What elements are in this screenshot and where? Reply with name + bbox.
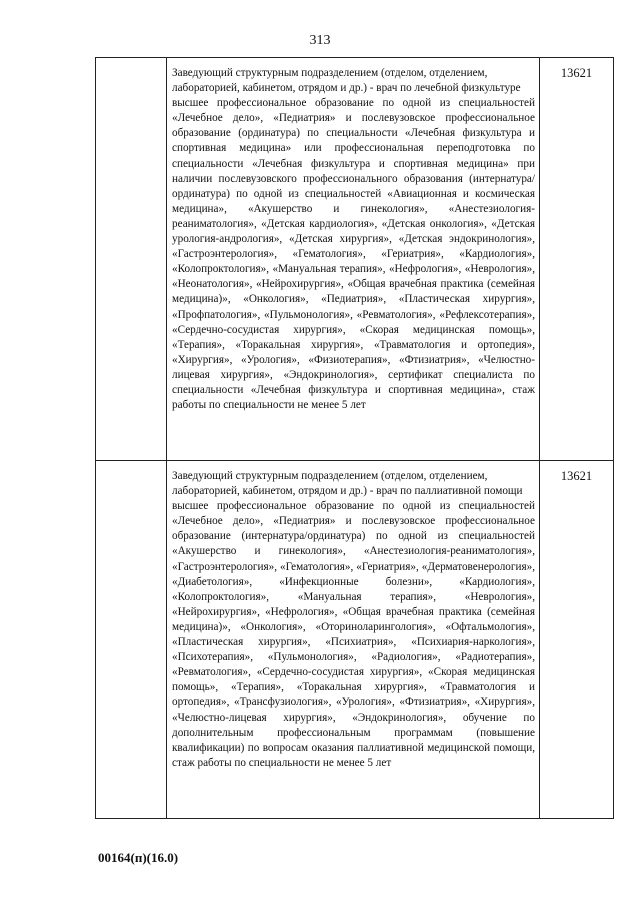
page-number: 313 bbox=[309, 33, 331, 48]
empty-cell bbox=[96, 58, 167, 461]
position-code: 13621 bbox=[560, 469, 593, 483]
position-requirements: высшее профессиональное образование по одной из специальностей «Лечебное дело», «Педиатрия» и послевузовское профессиональное образование (интернатура/ординатура) по одной из специальностей «Акушерство и гинекология», «Анестезиология-реаниматология», «Гастроэнтерология», «Гематология», «Гериатрия», «Дерматовенерология», «Диабетология», «Инфекционные болезни», «Кардиология», «Колопроктология», «Мануальная терапия», «Неврология», «Нейрохирургия», «Нефрология», «Общая врачебная практика (семейная медицина)», «Онкология», «Оториноларингология», «Офтальмология», «Пластическая хирургия», «Психиатрия», «Психиария-наркология», «Психотерапия», «Пульмонология», «Радиология», «Радиотерапия», «Ревматология», «Сердечно-сосудистая хирургия», «Скорая медицинская помощь», «Терапия», «Торакальная хирургия», «Травматология и ортопедия», «Трансфузиология», «Урология», «Фтизиатрия», «Хирургия», «Челюстно-лицевая хирургия», «Эндокринология», обучение по дополнительным профессиональным программам (повышение квалификации) по вопросам оказания паллиативной медицинской помощи, стаж работы по специальности не менее 5 лет bbox=[172, 500, 535, 769]
position-title: Заведующий структурным подразделением (отделом, отделением, лабораторией, кабинетом, отрядом и др.) - врач по паллиативной помощи bbox=[172, 470, 523, 498]
position-description-cell bbox=[167, 58, 540, 461]
document-footer-code: 00164(п)(16.0) bbox=[98, 850, 179, 865]
table-row bbox=[96, 461, 614, 819]
code-cell bbox=[540, 461, 614, 819]
position-code: 13621 bbox=[560, 66, 593, 80]
position-requirements: высшее профессиональное образование по одной из специальностей «Лечебное дело», «Педиатрия» и послевузовское профессиональное образование (ординатура) по специальности «Лечебная физкультура и спортивная медицина» или профессиональная переподготовка по специальности «Лечебная физкультура и спортивная медицина» при наличии послевузовского профессионального образования (интернатура/ординатура) по одной из специальностей «Авиационная и космическая медицина», «Акушерство и гинекология», «Анестезиология-реаниматология», «Детская кардиология», «Детская онкология», «Детская урология-андрология», «Детская хирургия», «Детская эндокринология», «Гастроэнтерология», «Гематология», «Гериатрия», «Кардиология», «Колопроктология», «Мануальная терапия», «Нефрология», «Неврология», «Неонатология», «Нейрохирургия», «Общая врачебная практика (семейная медицина)», «Онкология», «Педиатрия», «Пластическая хирургия», «Профпатология», «Пульмонология», «Ревматология», «Рефлексотерапия», «Сердечно-сосудистая хирургия», «Скорая медицинская помощь», «Терапия», «Торакальная хирургия», «Травматология и ортопедия», «Хирургия», «Урология», «Физиотерапия», «Фтизиатрия», «Челюстно-лицевая хирургия», «Эндокринология», сертификат специалиста по специальности «Лечебная физкультура и спортивная медицина», стаж работы по специальности не менее 5 лет bbox=[172, 97, 535, 412]
position-title: Заведующий структурным подразделением (отделом, отделением, лабораторией, кабинетом, отрядом и др.) - врач по лечебной физкультуре bbox=[172, 67, 521, 95]
qualification-table bbox=[95, 57, 614, 819]
table-row bbox=[96, 58, 614, 461]
empty-cell bbox=[96, 461, 167, 819]
code-cell bbox=[540, 58, 614, 461]
position-description-cell bbox=[167, 461, 540, 819]
